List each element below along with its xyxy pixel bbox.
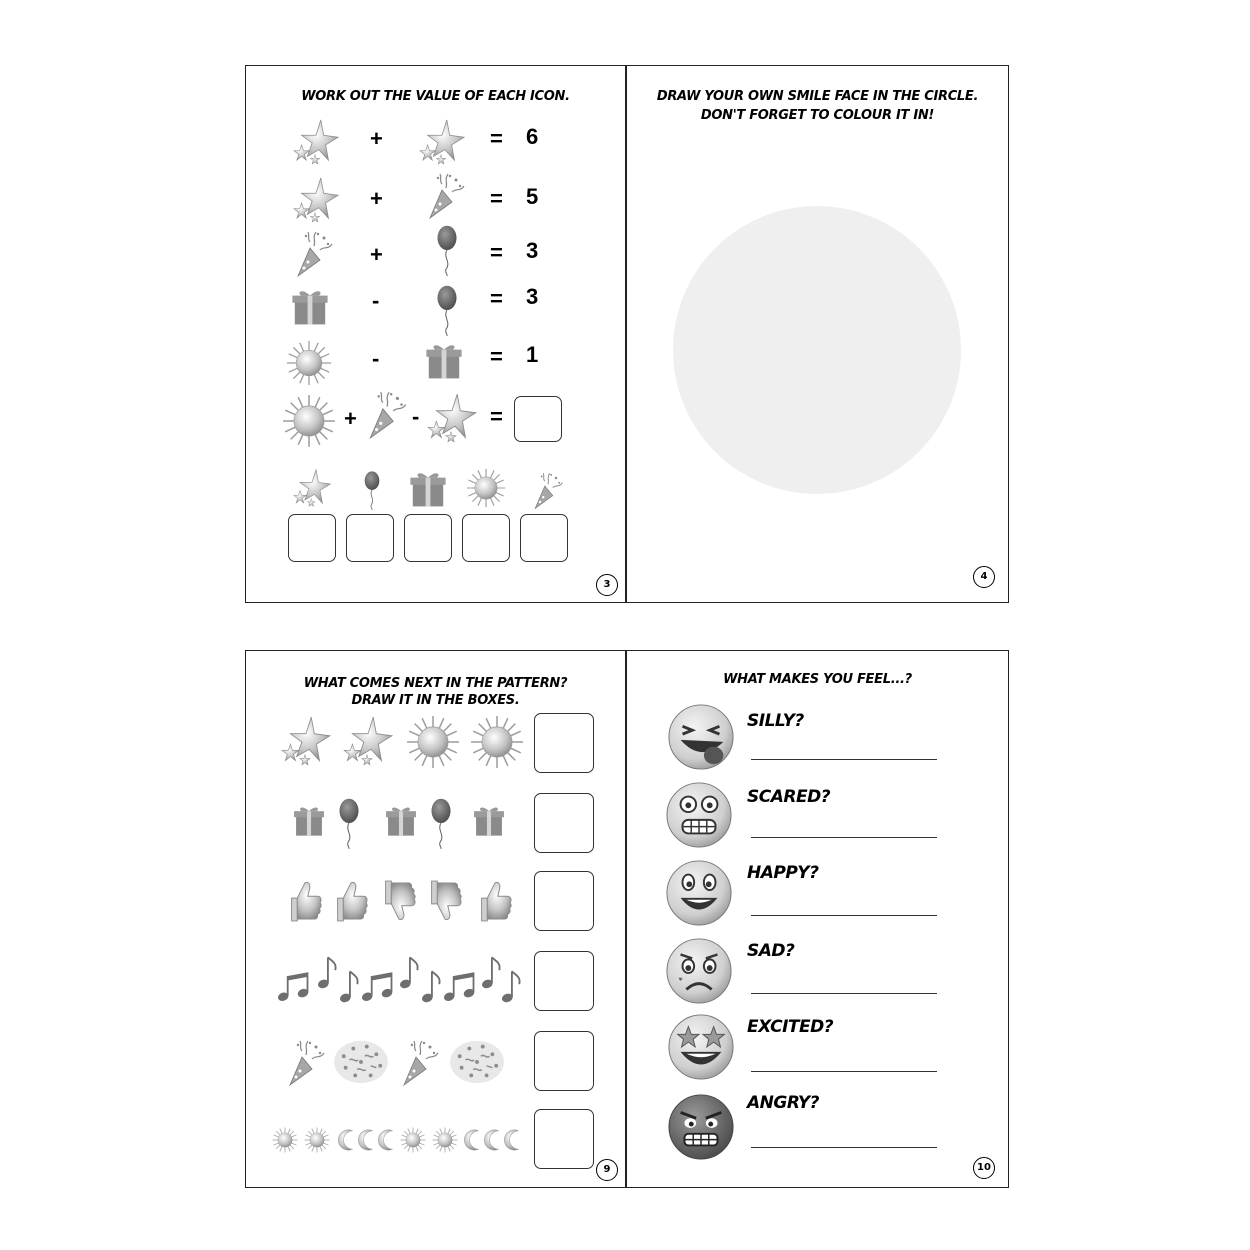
moon-icon [378, 1129, 400, 1151]
music-notes-icon [276, 967, 312, 1003]
balloon-icon [434, 284, 460, 336]
page-9 [246, 651, 627, 1187]
star-icon [342, 715, 394, 767]
moon-icon [358, 1129, 380, 1151]
feeling-label: SCARED? [747, 787, 831, 807]
angry-face-icon [667, 1093, 735, 1161]
thumbs-down-icon [378, 877, 416, 925]
star-icon [418, 118, 466, 166]
pattern-answer-box[interactable] [534, 713, 594, 773]
page-number: 9 [596, 1159, 618, 1181]
bottom-spread [245, 650, 1009, 1188]
star-icon [426, 392, 478, 444]
star-icon [292, 468, 332, 508]
pattern-answer-box[interactable] [534, 793, 594, 853]
confetti-icon [332, 1037, 390, 1085]
answer-line[interactable] [751, 993, 937, 994]
equals-sign: = [490, 286, 503, 311]
answer-line[interactable] [751, 837, 937, 838]
drawing-circle[interactable] [673, 206, 961, 494]
equation-result: 3 [526, 284, 539, 309]
equation-result: 1 [526, 342, 539, 367]
thumbs-down-icon [424, 877, 462, 925]
equals-sign: = [490, 126, 503, 151]
party-popper-icon [532, 470, 564, 510]
page-3 [246, 66, 627, 602]
answer-line[interactable] [751, 759, 937, 760]
feeling-label: HAPPY? [747, 863, 819, 883]
page-title-line-2: DRAW IT IN THE BOXES. [351, 693, 520, 708]
party-popper-icon [366, 388, 408, 440]
gift-icon [384, 803, 418, 837]
page-title-line-1: WHAT COMES NEXT IN THE PATTERN? [303, 676, 568, 691]
sun-icon [466, 468, 506, 508]
thumbs-up-icon [330, 877, 368, 925]
star-icon [292, 176, 340, 224]
music-note-icon [338, 967, 360, 1005]
sun-icon [272, 1127, 298, 1153]
equals-sign: = [490, 404, 503, 429]
gift-icon [292, 803, 326, 837]
answer-box[interactable] [520, 514, 568, 562]
music-note-icon [398, 953, 420, 991]
sun-icon [432, 1127, 458, 1153]
gift-icon [408, 468, 448, 508]
minus-sign: - [372, 346, 380, 371]
music-note-icon [420, 967, 442, 1005]
scared-face-icon [665, 781, 733, 849]
moon-icon [464, 1129, 486, 1151]
equation-result: 3 [526, 238, 539, 263]
feeling-label: ANGRY? [747, 1093, 820, 1113]
sun-icon [400, 1127, 426, 1153]
equals-sign: = [490, 344, 503, 369]
happy-face-icon [665, 859, 733, 927]
answer-line[interactable] [751, 1071, 937, 1072]
plus-sign: + [370, 126, 383, 151]
answer-line[interactable] [751, 1147, 937, 1148]
thumbs-up-icon [474, 877, 512, 925]
sun-icon [406, 715, 460, 769]
page-10 [627, 651, 1008, 1187]
answer-line[interactable] [751, 915, 937, 916]
answer-box[interactable] [514, 396, 562, 442]
equation-result: 5 [526, 184, 539, 209]
party-popper-icon [426, 170, 466, 220]
balloon-icon [362, 470, 382, 510]
plus-sign: + [370, 186, 383, 211]
sun-icon [304, 1127, 330, 1153]
page-title-line-1: DRAW YOUR OWN SMILE FACE IN THE CIRCLE. [656, 89, 979, 104]
party-popper-icon [294, 228, 334, 278]
balloon-icon [434, 224, 460, 276]
sun-icon [282, 394, 336, 448]
top-spread [245, 65, 1009, 603]
balloon-icon [336, 797, 362, 849]
answer-box[interactable] [462, 514, 510, 562]
equation-result: 6 [526, 124, 539, 149]
music-notes-icon [360, 967, 396, 1003]
page-number: 4 [973, 566, 995, 588]
page-title: WHAT MAKES YOU FEEL...? [723, 672, 912, 687]
answer-box[interactable] [404, 514, 452, 562]
page-number: 3 [596, 574, 618, 596]
thumbs-up-icon [284, 877, 322, 925]
music-note-icon [480, 953, 502, 991]
pattern-answer-box[interactable] [534, 1031, 594, 1091]
pattern-answer-box[interactable] [534, 1109, 594, 1169]
sun-icon [470, 715, 524, 769]
answer-box[interactable] [288, 514, 336, 562]
sun-icon [286, 340, 332, 386]
feeling-label: SILLY? [747, 711, 804, 731]
party-popper-icon [286, 1037, 326, 1087]
music-note-icon [316, 953, 338, 991]
star-icon [292, 118, 340, 166]
music-note-icon [500, 967, 522, 1005]
answer-box[interactable] [346, 514, 394, 562]
silly-face-icon [667, 703, 735, 771]
excited-face-icon [667, 1013, 735, 1081]
page-number: 10 [973, 1157, 995, 1179]
minus-sign: - [372, 288, 380, 313]
feeling-label: EXCITED? [747, 1017, 834, 1037]
page-4 [627, 66, 1008, 602]
music-notes-icon [442, 967, 478, 1003]
sad-face-icon [665, 937, 733, 1005]
gift-icon [290, 286, 330, 326]
moon-icon [504, 1129, 526, 1151]
minus-sign: - [412, 404, 420, 429]
confetti-icon [448, 1037, 506, 1085]
gift-icon [424, 340, 464, 380]
gift-icon [472, 803, 506, 837]
moon-icon [338, 1129, 360, 1151]
pattern-answer-box[interactable] [534, 871, 594, 931]
party-popper-icon [400, 1037, 440, 1087]
feeling-label: SAD? [747, 941, 795, 961]
equals-sign: = [490, 240, 503, 265]
page-title-line-2: DON'T FORGET TO COLOUR IT IN! [700, 108, 935, 123]
balloon-icon [428, 797, 454, 849]
page-title: WORK OUT THE VALUE OF EACH ICON. [301, 89, 570, 104]
plus-sign: + [344, 406, 357, 431]
pattern-answer-box[interactable] [534, 951, 594, 1011]
star-icon [280, 715, 332, 767]
plus-sign: + [370, 242, 383, 267]
equals-sign: = [490, 186, 503, 211]
moon-icon [484, 1129, 506, 1151]
